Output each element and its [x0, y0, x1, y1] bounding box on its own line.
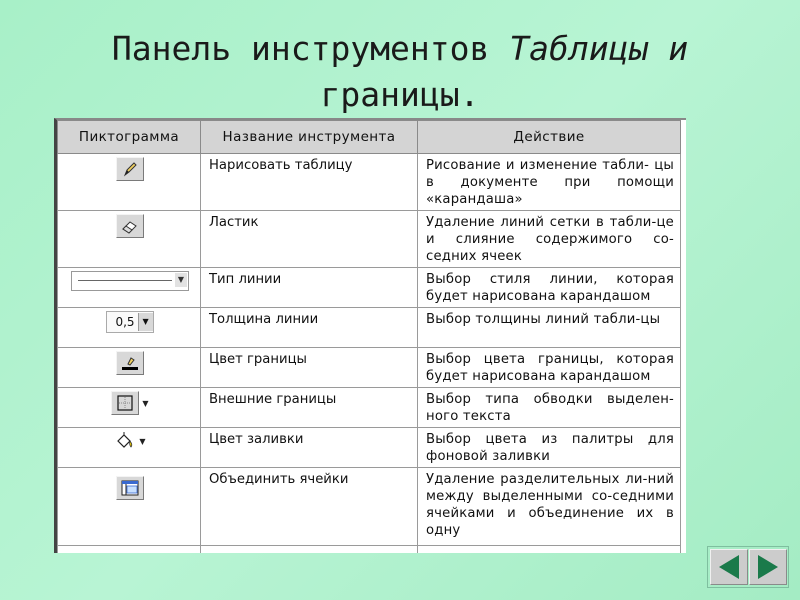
table-row: [58, 268, 681, 308]
slide-navigation: [707, 546, 789, 588]
merge-cells-icon: [116, 476, 144, 500]
header-name: Название инструмента: [201, 121, 418, 154]
icon-cell: [58, 154, 201, 211]
icon-cell: [58, 388, 201, 428]
tools-table-container: [54, 118, 686, 553]
prev-slide-button[interactable]: [710, 549, 748, 585]
table-row: [58, 428, 681, 468]
title-prefix: Панель инструментов: [111, 29, 510, 68]
triangle-right-icon: [754, 553, 782, 581]
table-row-partial: [58, 546, 681, 554]
line-style-combo: [71, 271, 189, 291]
icon-cell: [58, 211, 201, 268]
tool-name: Цвет границы: [201, 348, 418, 388]
title-italic: Таблицы и: [509, 29, 689, 68]
tool-name-partial: [201, 546, 418, 554]
table-row: [58, 468, 681, 546]
tool-action: Выбор стиля линии, которая будет нарисована карандашом: [418, 268, 681, 308]
tool-name: Нарисовать таблицу: [201, 154, 418, 211]
line-sample: [78, 280, 172, 281]
tool-action: Выбор типа обводки выделен-ного текста: [418, 388, 681, 428]
table-row: [58, 388, 681, 428]
icon-cell: [58, 348, 201, 388]
table-row: [58, 154, 681, 211]
tool-name: Внешние границы: [201, 388, 418, 428]
tool-action-partial: [418, 546, 681, 554]
table-row: [58, 308, 681, 348]
header-action: Действие: [418, 121, 681, 154]
tools-table: [57, 120, 681, 553]
tool-action: Удаление линий сетки в табли-це и слияние содержимого со-седних ячеек: [418, 211, 681, 268]
outside-borders-split: [111, 391, 148, 415]
table-header-row: [58, 121, 681, 154]
header-icon: Пиктограмма: [58, 121, 201, 154]
dropdown-arrow-icon: ▼: [142, 398, 149, 408]
eraser-icon: [116, 214, 144, 238]
next-slide-button[interactable]: [749, 549, 787, 585]
tool-action: Рисование и изменение табли- цы в документе при помощи «карандаша»: [418, 154, 681, 211]
slide-title: [0, 26, 800, 118]
line-weight-combo: [106, 311, 153, 333]
tool-action: Выбор толщины линий табли-цы: [418, 308, 681, 348]
pencil-icon: [116, 157, 144, 181]
dropdown-arrow-icon: ▼: [138, 313, 153, 331]
dropdown-arrow-icon: ▼: [139, 436, 146, 446]
tool-action: Удаление разделительных ли-ний между выделенными со-седними ячейками и объединение их в одну: [418, 468, 681, 546]
tool-name: Объединить ячейки: [201, 468, 418, 546]
tool-name: Ластик: [201, 211, 418, 268]
icon-cell: [58, 468, 201, 546]
border-color-icon: [116, 351, 144, 375]
tool-name: Толщина линии: [201, 308, 418, 348]
dropdown-arrow-icon: ▼: [175, 273, 187, 287]
fill-color-split: [114, 431, 145, 451]
triangle-left-icon: [715, 553, 743, 581]
table-row: [58, 348, 681, 388]
icon-cell: [58, 268, 201, 308]
icon-cell: [58, 546, 201, 554]
title-line2: границы.: [320, 75, 480, 114]
icon-cell: [58, 428, 201, 468]
table-row: [58, 211, 681, 268]
tool-name: Цвет заливки: [201, 428, 418, 468]
tool-name: Тип линии: [201, 268, 418, 308]
line-weight-value: 0,5: [115, 314, 135, 329]
outside-borders-icon: [111, 391, 139, 415]
fill-color-icon: [114, 431, 136, 451]
tool-action: Выбор цвета из палитры для фоновой заливки: [418, 428, 681, 468]
icon-cell: [58, 308, 201, 348]
tool-action: Выбор цвета границы, которая будет нарисована карандашом: [418, 348, 681, 388]
